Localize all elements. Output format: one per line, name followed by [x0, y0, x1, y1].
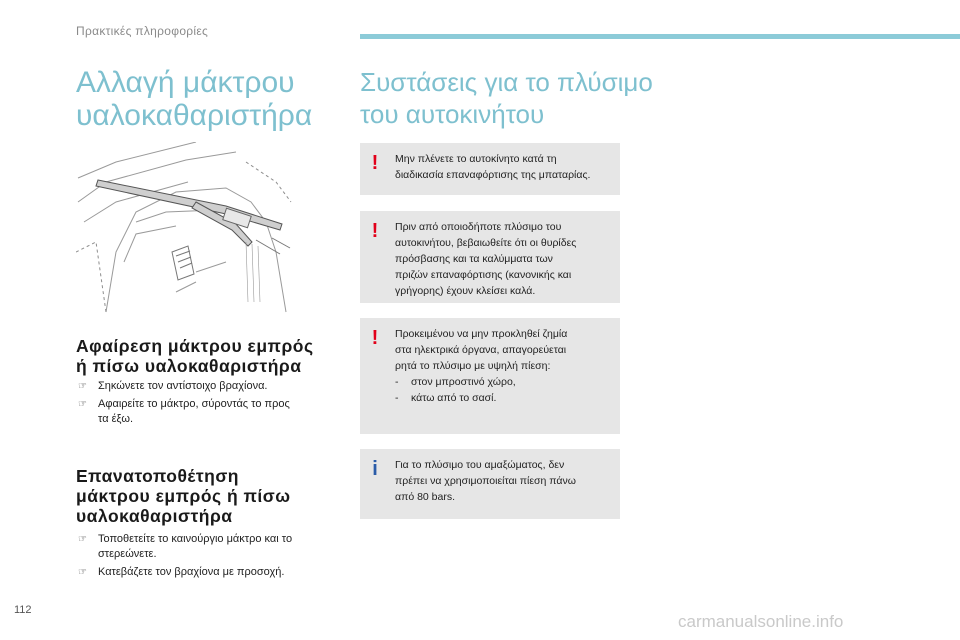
- list-item-text: [98, 532, 338, 562]
- dash-bullet: -: [395, 376, 399, 388]
- title-line: Αλλαγή μάκτρου: [76, 66, 295, 99]
- page-title-washing: [360, 66, 653, 130]
- list-item-line: Τοποθετείτε το καινούργιο μάκτρο και το: [98, 533, 293, 545]
- note-line: ρητά το πλύσιμο με υψηλή πίεση:: [395, 360, 551, 372]
- warning-icon: !: [371, 327, 379, 349]
- watermark-text: carmanualsonline.info: [678, 612, 844, 631]
- note-text: [395, 326, 614, 406]
- note-line: Προκειμένου να μην προκληθεί ζημία: [395, 328, 568, 340]
- note-line: γρήγορης) έχουν κλείσει καλά.: [395, 285, 536, 297]
- list-item-line: Κατεβάζετε τον βραχίονα με προσοχή.: [98, 566, 285, 578]
- note-line: πρόσβασης και τα καλύμματα των: [395, 253, 553, 265]
- note-list-text: στον μπροστινό χώρο,: [411, 376, 516, 388]
- note-line: Για το πλύσιμο του αμαξώματος, δεν: [395, 459, 565, 471]
- note-line: Μην πλένετε το αυτοκίνητο κατά τη: [395, 153, 557, 165]
- note-text: [395, 151, 614, 183]
- page-number: 112: [14, 604, 32, 616]
- heading-line: ή πίσω υαλοκαθαριστήρα: [76, 356, 302, 376]
- list-item: [78, 565, 338, 580]
- warning-icon: !: [371, 220, 379, 242]
- header-accent-bar: [360, 34, 960, 39]
- warning-note-flaps: [360, 211, 620, 303]
- note-line: πριζών επαναφόρτισης (κανονικής και: [395, 269, 572, 281]
- windshield-wiper-illustration: [76, 142, 294, 314]
- warning-note-high-pressure: [360, 318, 620, 434]
- title-line: Συστάσεις για το πλύσιμο: [360, 67, 653, 97]
- section-heading-refit-blade: [76, 466, 291, 526]
- note-line: πρέπει να χρησιμοποιείται πίεση πάνω: [395, 475, 576, 487]
- note-list-item: [395, 374, 614, 390]
- section-heading-remove-blade: [76, 336, 314, 376]
- list-item-text: [98, 565, 338, 580]
- heading-line: Επανατοποθέτηση: [76, 466, 239, 486]
- note-line: στα ηλεκτρικά όργανα, απαγορεύεται: [395, 344, 567, 356]
- running-header: Πρακτικές πληροφορίες: [76, 24, 209, 38]
- list-item-text: [98, 379, 338, 394]
- list-item: [78, 532, 338, 562]
- info-note-pressure: [360, 449, 620, 519]
- list-item-line: στερεώνετε.: [98, 548, 157, 560]
- heading-line: υαλοκαθαριστήρα: [76, 506, 233, 526]
- note-line: διαδικασία επαναφόρτισης της μπαταρίας.: [395, 169, 591, 181]
- dash-bullet: -: [395, 392, 399, 404]
- note-line: αυτοκινήτου, βεβαιωθείτε ότι οι θυρίδες: [395, 237, 577, 249]
- title-line: του αυτοκινήτου: [360, 99, 545, 129]
- note-list-item: [395, 390, 614, 406]
- refit-steps-list: [78, 532, 338, 583]
- heading-line: Αφαίρεση μάκτρου εμπρός: [76, 336, 314, 356]
- title-line: υαλοκαθαριστήρα: [76, 99, 313, 132]
- list-item-text: [98, 397, 338, 427]
- warning-note-charging: [360, 143, 620, 195]
- list-item: [78, 397, 338, 427]
- note-text: [395, 457, 614, 505]
- remove-steps-list: [78, 379, 338, 430]
- note-line: Πριν από οποιοδήποτε πλύσιμο του: [395, 221, 562, 233]
- pointing-hand-icon: ☞: [78, 534, 87, 545]
- list-item-line: Αφαιρείτε το μάκτρο, σύροντάς το προς: [98, 398, 290, 410]
- pointing-hand-icon: ☞: [78, 399, 87, 410]
- note-text: [395, 219, 614, 299]
- list-item: [78, 379, 338, 394]
- heading-line: μάκτρου εμπρός ή πίσω: [76, 486, 291, 506]
- wiper-drawing: [76, 142, 294, 314]
- page-title-wiper: [76, 66, 312, 132]
- pointing-hand-icon: ☞: [78, 381, 87, 392]
- info-icon: i: [372, 458, 378, 480]
- note-line: από 80 bars.: [395, 491, 456, 503]
- pointing-hand-icon: ☞: [78, 567, 87, 578]
- warning-icon: !: [371, 152, 379, 174]
- list-item-line: τα έξω.: [98, 413, 134, 425]
- list-item-line: Σηκώνετε τον αντίστοιχο βραχίονα.: [98, 380, 268, 392]
- note-list-text: κάτω από το σασί.: [411, 392, 497, 404]
